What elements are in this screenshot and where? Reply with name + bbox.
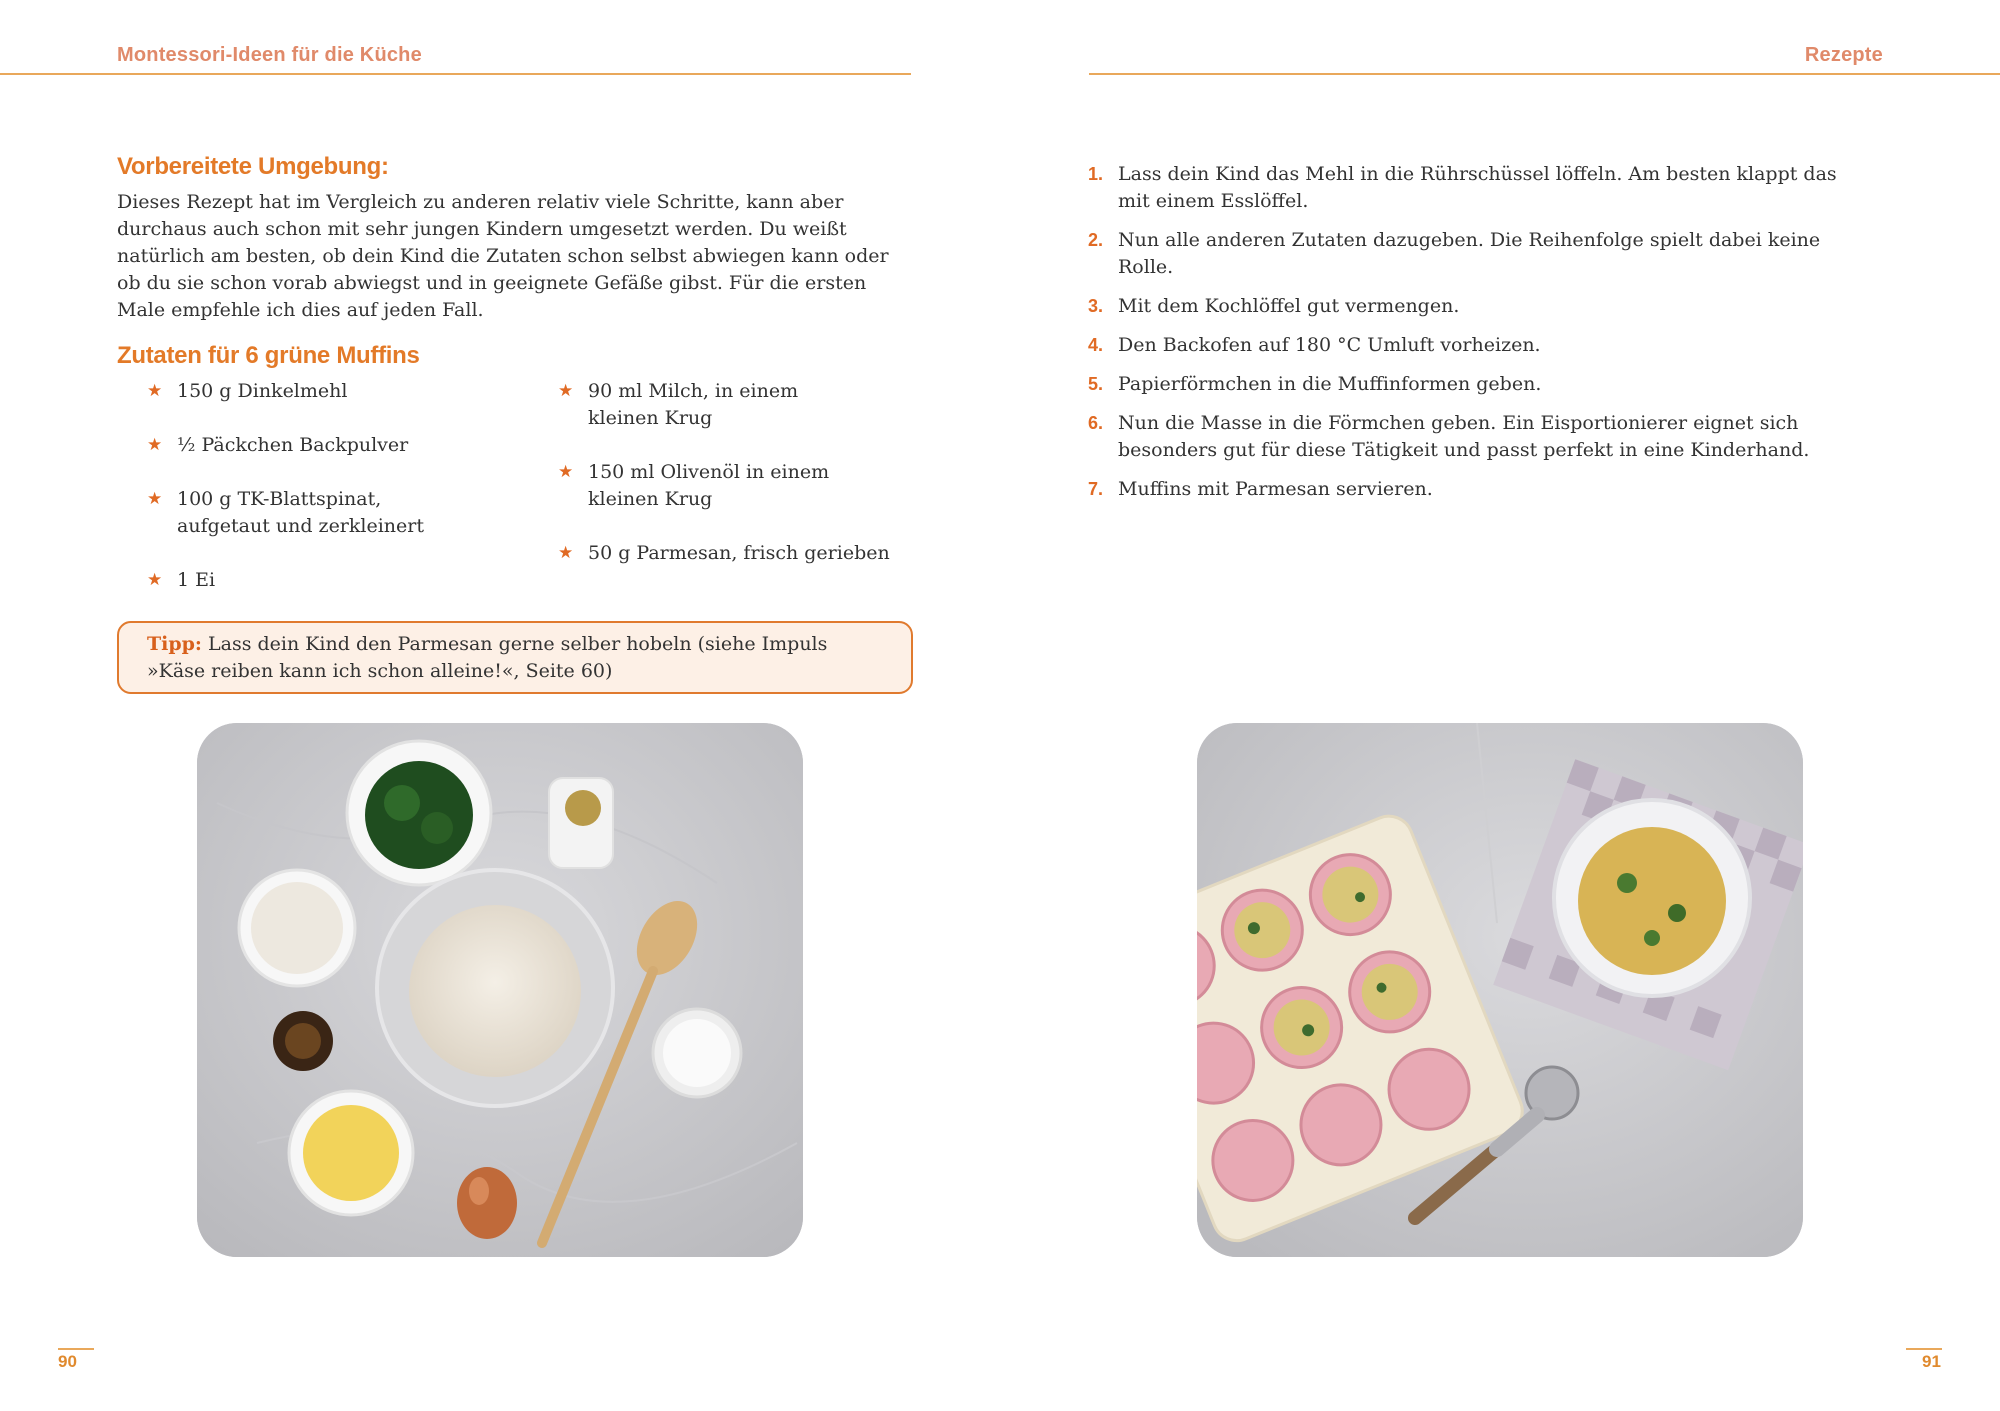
ingredient-text: 1 Ei — [177, 569, 216, 591]
ingredients-heading: Zutaten für 6 grüne Muffins — [117, 342, 420, 369]
step-item — [1088, 410, 1868, 464]
star-bullet-icon: ★ — [147, 435, 163, 455]
ingredients-photo-illustration — [197, 723, 803, 1257]
running-head-left: Montessori-Ideen für die Küche — [117, 44, 422, 66]
step-item — [1088, 293, 1868, 320]
step-number: 4. — [1088, 335, 1104, 355]
step-text: Muffins mit Parmesan servieren. — [1118, 478, 1433, 500]
step-number: 7. — [1088, 479, 1104, 499]
tip-text: Lass dein Kind den Parmesan gerne selber hobeln (siehe Impuls »Käse reiben kann ich schon alleine!«, Seite 60) — [147, 633, 828, 682]
step-text: Mit dem Kochlöffel gut vermengen. — [1118, 295, 1460, 317]
step-item — [1088, 476, 1868, 503]
folio-rule-left — [58, 1348, 94, 1350]
header-rule-left — [0, 73, 911, 75]
ingredient-text: 90 ml Milch, in einem kleinen Krug — [588, 380, 799, 429]
ingredient-text: 100 g TK-Blattspinat, aufgetaut und zerkleinert — [177, 488, 424, 537]
step-number: 6. — [1088, 413, 1104, 433]
page-number-right: 91 — [1922, 1352, 1941, 1371]
star-bullet-icon: ★ — [147, 381, 163, 401]
step-text: Papierförmchen in die Muffinformen geben. — [1118, 373, 1542, 395]
preparation-steps — [1088, 161, 1868, 515]
ingredient-item — [147, 432, 477, 459]
header-rule-right — [1089, 73, 2000, 75]
ingredient-item — [147, 378, 477, 405]
step-item — [1088, 371, 1868, 398]
star-bullet-icon: ★ — [147, 570, 163, 590]
ingredient-item — [147, 486, 477, 540]
step-number: 1. — [1088, 164, 1104, 184]
ingredient-item — [558, 459, 858, 513]
step-item — [1088, 227, 1868, 281]
star-bullet-icon: ★ — [558, 543, 574, 563]
ingredients-photo — [197, 723, 803, 1257]
step-text: Den Backofen auf 180 °C Umluft vorheizen. — [1118, 334, 1541, 356]
step-text: Nun die Masse in die Förmchen geben. Ein Eisportionierer eignet sich besonders gut für diese Tätigkeit und passt perfekt in eine Kinderhand. — [1118, 412, 1810, 461]
step-item — [1088, 332, 1868, 359]
ingredient-text: ½ Päckchen Backpulver — [177, 434, 409, 456]
ingredients-list-right — [558, 378, 898, 578]
page-number-left: 90 — [58, 1352, 77, 1371]
star-bullet-icon: ★ — [147, 489, 163, 509]
muffin-tray-photo-illustration — [1197, 723, 1803, 1257]
prepared-environment-text: Dieses Rezept hat im Vergleich zu anderen relativ viele Schritte, kann aber durchaus auch schon mit sehr jungen Kindern umgesetzt werden. Du weißt natürlich am besten, ob dein Kind die Zutaten schon selbst abwiegen kann oder ob du sie schon vorab abwiegst und in geeignete Gefäße gibst. Für die ersten Male empfehle ich dies auf jeden Fall. — [117, 191, 889, 321]
muffin-tray-photo — [1197, 723, 1803, 1257]
tip-label: Tipp: — [147, 633, 202, 655]
prepared-environment-heading: Vorbereitete Umgebung: — [117, 153, 389, 180]
star-bullet-icon: ★ — [558, 381, 574, 401]
step-number: 3. — [1088, 296, 1104, 316]
ingredient-item — [558, 378, 858, 432]
step-item — [1088, 161, 1868, 215]
step-text: Lass dein Kind das Mehl in die Rührschüssel löffeln. Am besten klappt das mit einem Esslöffel. — [1118, 163, 1837, 212]
step-number: 5. — [1088, 374, 1104, 394]
ingredient-text: 150 g Dinkelmehl — [177, 380, 348, 402]
ingredient-item — [147, 567, 477, 594]
step-number: 2. — [1088, 230, 1104, 250]
ingredients-list-left — [147, 378, 477, 598]
ingredient-text: 150 ml Olivenöl in einem kleinen Krug — [588, 461, 830, 510]
ingredient-item — [558, 540, 898, 567]
tip-box — [117, 621, 913, 694]
folio-rule-right — [1906, 1348, 1942, 1350]
running-head-right: Rezepte — [1804, 44, 1883, 66]
right-page — [1000, 0, 2000, 1411]
star-bullet-icon: ★ — [558, 462, 574, 482]
ingredient-text: 50 g Parmesan, frisch gerieben — [588, 542, 890, 564]
step-text: Nun alle anderen Zutaten dazugeben. Die Reihenfolge spielt dabei keine Rolle. — [1118, 229, 1821, 278]
